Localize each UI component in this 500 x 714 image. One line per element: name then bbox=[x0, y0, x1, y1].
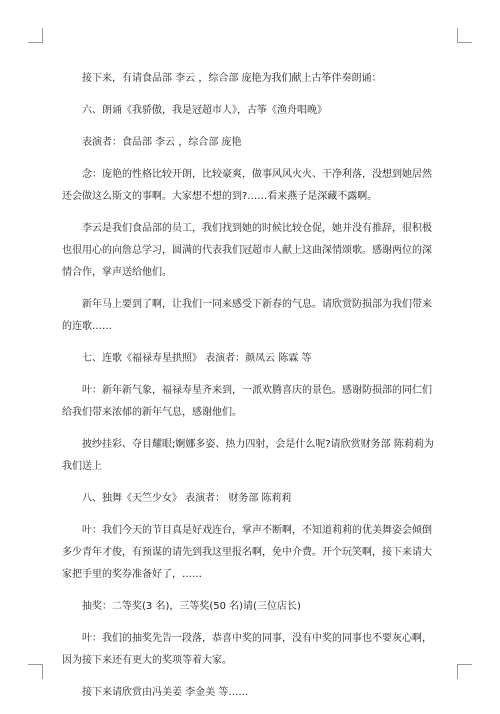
document-page bbox=[62, 68, 438, 714]
crop-mark-bottom-left bbox=[28, 664, 43, 679]
paragraph-lottery-comment: 叶：我们的抽奖先告一段落，恭喜中奖的同事，没有中奖的同事也不要灰心啊，因为接下来还有更大的奖项等着大家。 bbox=[62, 633, 432, 666]
program-item-7: 七、连歌《福禄寿星拱照》 表演者：颜凤云 陈霖 等 bbox=[82, 353, 312, 364]
paragraph-comment-pangyan: 念：庞艳的性格比较开朗，比较豪爽，做事风风火火、干净利落，没想到她居然还会做这么斯文的事啊。大家想不想的到?……看来燕子是深藏不露啊。 bbox=[62, 169, 432, 202]
paragraph-comment-liyun: 李云是我们食品部的员工，我们找到她的时候比较仓促，她并没有推辞，很积极也很用心的向詹总学习，圆满的代表我们冠超市人献上这曲深情颂歌。感谢两位的深情合作，掌声送给他们。 bbox=[62, 223, 432, 278]
paragraph-intro-song: 新年马上要到了啊，让我们一同来感受下新春的气息。请欣赏防损部为我们带来的连歌…… bbox=[62, 299, 432, 332]
paragraph-lottery: 抽奖：二等奖(3 名)，三等奖(50 名)请(三位店长) bbox=[82, 601, 301, 612]
paragraph-intro-recital: 接下来，有请食品部 李云 ，综合部 庞艳为我们献上古筝伴奏朗诵： bbox=[82, 73, 382, 84]
paragraph-comment-song: 叶：新年新气象，福禄寿星齐来到，一派欢腾喜庆的景色。感谢防损部的同仁们给我们带来浓郁的新年气息，感谢他们。 bbox=[62, 385, 432, 418]
program-item-8: 八、独舞《天竺少女》 表演者： 财务部 陈莉莉 bbox=[82, 493, 292, 504]
paragraph-intro-dance: 披纱挂彩、夺目耀眼;婀娜多姿、热力四射，会是什么呢?请欣赏财务部 陈莉莉为我们送上 bbox=[62, 439, 434, 472]
paragraph-next-intro: 接下来请欣赏由冯美姜 李金美 等…… bbox=[82, 687, 249, 698]
crop-mark-bottom-right bbox=[457, 664, 472, 679]
crop-mark-top-left bbox=[28, 28, 43, 43]
performers-6: 表演者：食品部 李云 ，综合部 庞艳 bbox=[82, 137, 242, 148]
paragraph-comment-dance: 叶：我们今天的节目真是好戏连台，掌声不断啊，不知道莉莉的优美舞姿会倾倒多少青年才俊，有预谋的请先到我这里报名啊，免中介费。开个玩笑啊，接下来请大家把手里的奖券准备好了，…… bbox=[62, 525, 432, 580]
program-item-6: 六、朗诵《我骄傲，我是冠超市人》，古筝《渔舟唱晚》 bbox=[82, 105, 327, 116]
crop-mark-top-right bbox=[457, 28, 472, 43]
